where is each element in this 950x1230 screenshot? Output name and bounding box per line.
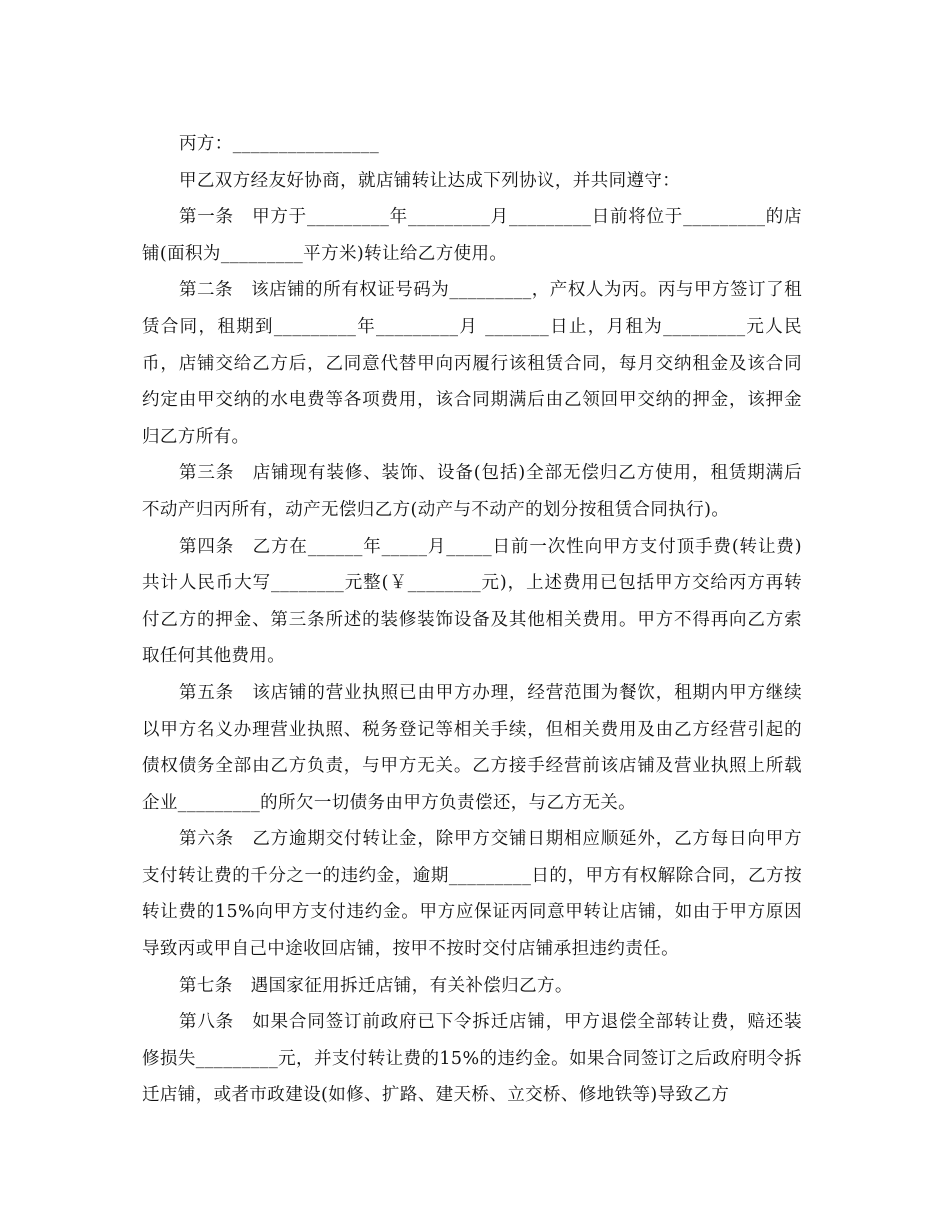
article-5: 第五条 该店铺的营业执照已由甲方办理，经营范围为餐饮，租期内甲方继续以甲方名义办理营业执照、税务登记等相关手续，但相关费用及由乙方经营引起的债权债务全部由乙方负责，与甲方无关。乙方接手经营前该店铺及营业执照上所载企业_________的所欠一切债务由甲方负责偿还，与乙方无关。 [142, 682, 802, 813]
article-1: 第一条 甲方于_________年_________月_________日前将位于_________的店铺(面积为_________平方米)转让给乙方使用。 [142, 207, 802, 264]
article-6: 第六条 乙方逾期交付转让金，除甲方交铺日期相应顺延外，乙方每日向甲方支付转让费的千分之一的违约金，逾期_________日的，甲方有权解除合同，乙方按转让费的15%向甲方支付违约金。甲方应保证丙同意甲转让店铺，如由于甲方原因导致丙或甲自己中途收回店铺，按甲不按时交付店铺承担违约责任。 [142, 829, 802, 960]
article-4: 第四条 乙方在______年_____月_____日前一次性向甲方支付顶手费(转让费)共计人民币大写________元整(￥________元)，上述费用已包括甲方交给丙方再转付乙方的押金、第三条所述的装修装饰设备及其他相关费用。甲方不得再向乙方索取任何其他费用。 [142, 536, 802, 667]
party-c-line: 丙方：________________ [179, 134, 380, 154]
intro-paragraph: 甲乙双方经友好协商，就店铺转让达成下列协议，并共同遵守： [179, 170, 681, 191]
article-3: 第三条 店铺现有装修、装饰、设备(包括)全部无偿归乙方使用，租赁期满后不动产归丙所有，动产无偿归乙方(动产与不动产的划分按租赁合同执行)。 [142, 463, 802, 520]
article-2: 第二条 该店铺的所有权证号码为_________，产权人为丙。丙与甲方签订了租赁合同，租期到_________年_________月 _______日止，月租为_________元人民币，店铺交给乙方后，乙同意代替甲向丙履行该租赁合同，每月交纳租金及该合同约定由甲交纳的水电费等各项费用，该合同期满后由乙领回甲交纳的押金，该押金归乙方所有。 [142, 280, 802, 447]
article-8: 第八条 如果合同签订前政府已下令拆迁店铺，甲方退偿全部转让费，赔还装修损失_________元，并支付转让费的15%的违约金。如果合同签订之后政府明令拆迁店铺，或者市政建设(如修、扩路、建天桥、立交桥、修地铁等)导致乙方 [142, 1012, 802, 1106]
contract-body [142, 126, 802, 1114]
article-7: 第七条 遇国家征用拆迁店铺，有关补偿归乙方。 [179, 975, 573, 996]
